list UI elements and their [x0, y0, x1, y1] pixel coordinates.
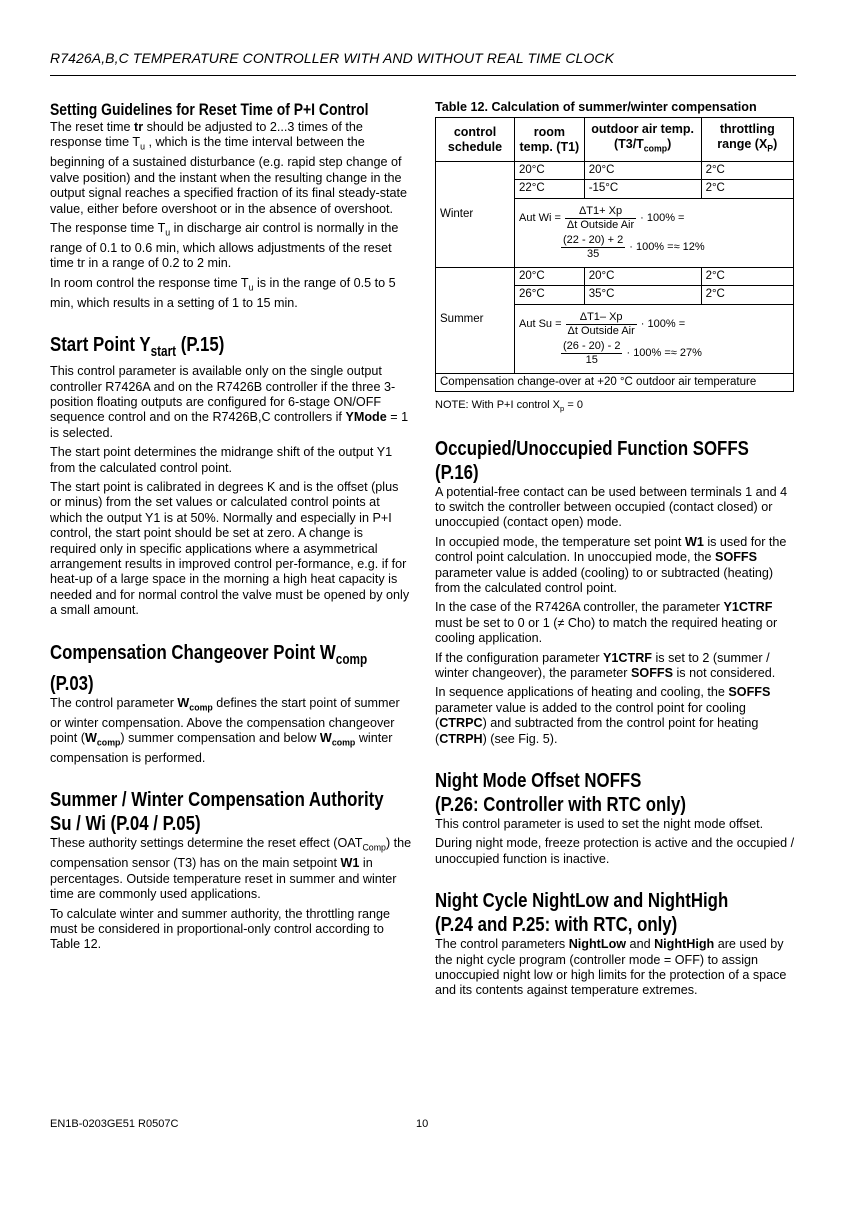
paragraph: The response time $T_u$ in discharge air control is normally in the range of 0.1 to 0.6 min, which allows adjustments of the reset time tr in a range of 0.2 to 2 min.	[50, 220, 399, 271]
section-heading-start-point: Start Point $Y_{start}$ (P.15)	[50, 333, 225, 361]
table-header: control schedule	[436, 118, 515, 162]
section-heading-summer-winter-authority: Summer / Winter Compensation Authority Su / Wi (P.04 / P.05)	[50, 788, 384, 836]
paragraph: The control parameters NightLow and NightHigh are used by the night cycle program (controller mode = OFF) to assign unoccupied night low or high limits for the protection of a space and its contents against temperature extremes.	[435, 937, 787, 998]
table-cell: 2°C	[701, 180, 793, 198]
paragraph: The control parameter $W_{comp}$ defines the start point of summer or winter compensation. Above the compensation changeover point $(W_{comp})$ summer compensation and below $W_{comp}$ winter compensation is performed.	[50, 695, 400, 765]
paragraph: In the case of the R7426A controller, the parameter Y1CTRF must be set to 0 or 1 (≠ Cho) to match the required heating or cooling application.	[435, 600, 778, 646]
table-cell: -15°C	[584, 180, 701, 198]
table-note: NOTE: With P+I control $X_p = 0$	[435, 398, 583, 414]
section-heading-night-cycle: Night Cycle NightLow and NightHigh (P.24 and P.25: with RTC, only)	[435, 889, 729, 937]
paragraph: A potential-free contact can be used between terminals 1 and 4 to switch the controller between occupied (contact closed) or unoccupied (contact open) mode.	[435, 484, 788, 530]
table-cell: 20°C	[515, 161, 585, 179]
formula-summer: Aut Su = $\frac{\Delta T1- Xp}{\text{Δt Outside Air}}$ · 100% = $\frac{(26 - 20) - 2}{15}$ · 100% =≈ 27%	[515, 304, 794, 373]
table-cell-schedule: Winter	[436, 161, 515, 267]
table-cell: 2°C	[701, 286, 793, 304]
table-cell: 2°C	[701, 161, 793, 179]
right-column	[435, 100, 797, 1003]
page-header: R7426A,B,C TEMPERATURE CONTROLLER WITH AND WITHOUT REAL TIME CLOCK	[50, 50, 615, 66]
page-number: 10	[416, 1118, 429, 1130]
table-cell-schedule: Summer	[436, 267, 515, 373]
section-heading-occupied: Occupied/Unoccupied Function SOFFS (P.16)	[435, 436, 749, 484]
table-header: throttling range $(X_P)$	[701, 118, 793, 162]
paragraph: In sequence applications of heating and cooling, the SOFFS parameter value is added to the control point for cooling (CTRPC) and subtracted from the control point for heating (CTRPH) (see Fig. 5).	[435, 685, 771, 746]
table-header: outdoor air temp. $(T3/T_{comp})$	[584, 118, 701, 162]
paragraph: In room control the response time $T_u$ is in the range of 0.5 to 5 min, which results in a setting of 1 to 15 min.	[50, 275, 396, 310]
paragraph: The reset time tr should be adjusted to 2...3 times of the response time $T_u$ , which is the time interval between the beginning of a sustained disturbance (e.g. rapid step change of valve position) and the instant when the resulting change in the output signal reaches a specified fraction of its final steady-state value, either before overshoot or in the absence of overshoot.	[50, 120, 408, 216]
header-rule	[50, 75, 796, 76]
paragraph: The start point is calibrated in degrees K and is the offset (plus or minus) from the set values or calculated control points at which the output Y1 is at 50%. Normally and especially in P+I control, the start point should be set at zero. A change is required only in specific applications where a asymmetrical arrangement results in improved control per-formance, e.g. if for heat-up of a large space in the morning a high heat capacity is needed and for normal control the valve must be opened by only a small amount.	[50, 479, 410, 618]
section-heading-compensation-changeover: Compensation Changeover Point $W_{comp}$ (P.03)	[50, 640, 368, 695]
table-cell: 35°C	[584, 286, 701, 304]
left-column	[50, 100, 412, 957]
table-cell: 20°C	[515, 267, 585, 285]
table-title: Table 12. Calculation of summer/winter compensation	[435, 100, 757, 114]
footer-doc-id: EN1B-0203GE51 R0507C	[50, 1118, 179, 1130]
table-header: room temp. (T1)	[515, 118, 585, 162]
formula-winter: Aut Wi = $\frac{\Delta T1+ Xp}{\text{Δt Outside Air}}$ · 100% = $\frac{(22 - 20) + 2}{35}$ · 100% =≈ 12%	[515, 198, 794, 267]
table-cell: 20°C	[584, 161, 701, 179]
table-cell: 26°C	[515, 286, 585, 304]
section-heading-reset-time: Setting Guidelines for Reset Time of P+I Control	[50, 100, 369, 119]
paragraph: This control parameter is available only on the single output controller R7426A and on the R7426B controller if the three 3-position floating outputs are configured for 6-stage ON/OFF sequence control and on the R7426B,C controllers if YMode = 1 is selected.	[50, 364, 409, 440]
table-cell: 20°C	[584, 267, 701, 285]
table-cell: 2°C	[701, 267, 793, 285]
table-cell: 22°C	[515, 180, 585, 198]
paragraph: During night mode, freeze protection is active and the occupied / unoccupied function is inactive.	[435, 836, 795, 866]
section-heading-night-offset: Night Mode Offset NOFFS (P.26: Controller with RTC only)	[435, 769, 686, 817]
table-footer-row: Compensation change-over at +20 °C outdoor air temperature	[436, 373, 794, 391]
paragraph: If the configuration parameter Y1CTRF is set to 2 (summer / winter changeover), the parameter SOFFS is not considered.	[435, 650, 776, 680]
compensation-table	[435, 117, 794, 392]
paragraph: In occupied mode, the temperature set point W1 is used for the control point calculation. In unoccupied mode, the SOFFS parameter value is added (cooling) to or subtracted (heating) from the calculated control point.	[435, 534, 787, 595]
paragraph: These authority settings determine the reset effect $(OAT_{Comp})$ the compensation sensor (T3) has on the main setpoint W1 in percentages. Outside temperature reset in summer and winter time are commonly used applications.	[50, 836, 412, 902]
paragraph: This control parameter is used to set the night mode offset.	[435, 817, 764, 832]
paragraph: The start point determines the midrange shift of the output Y1 from the calculated control point.	[50, 445, 393, 475]
paragraph: To calculate winter and summer authority, the throttling range must be considered in proportional-only control according to Table 12.	[50, 906, 390, 952]
